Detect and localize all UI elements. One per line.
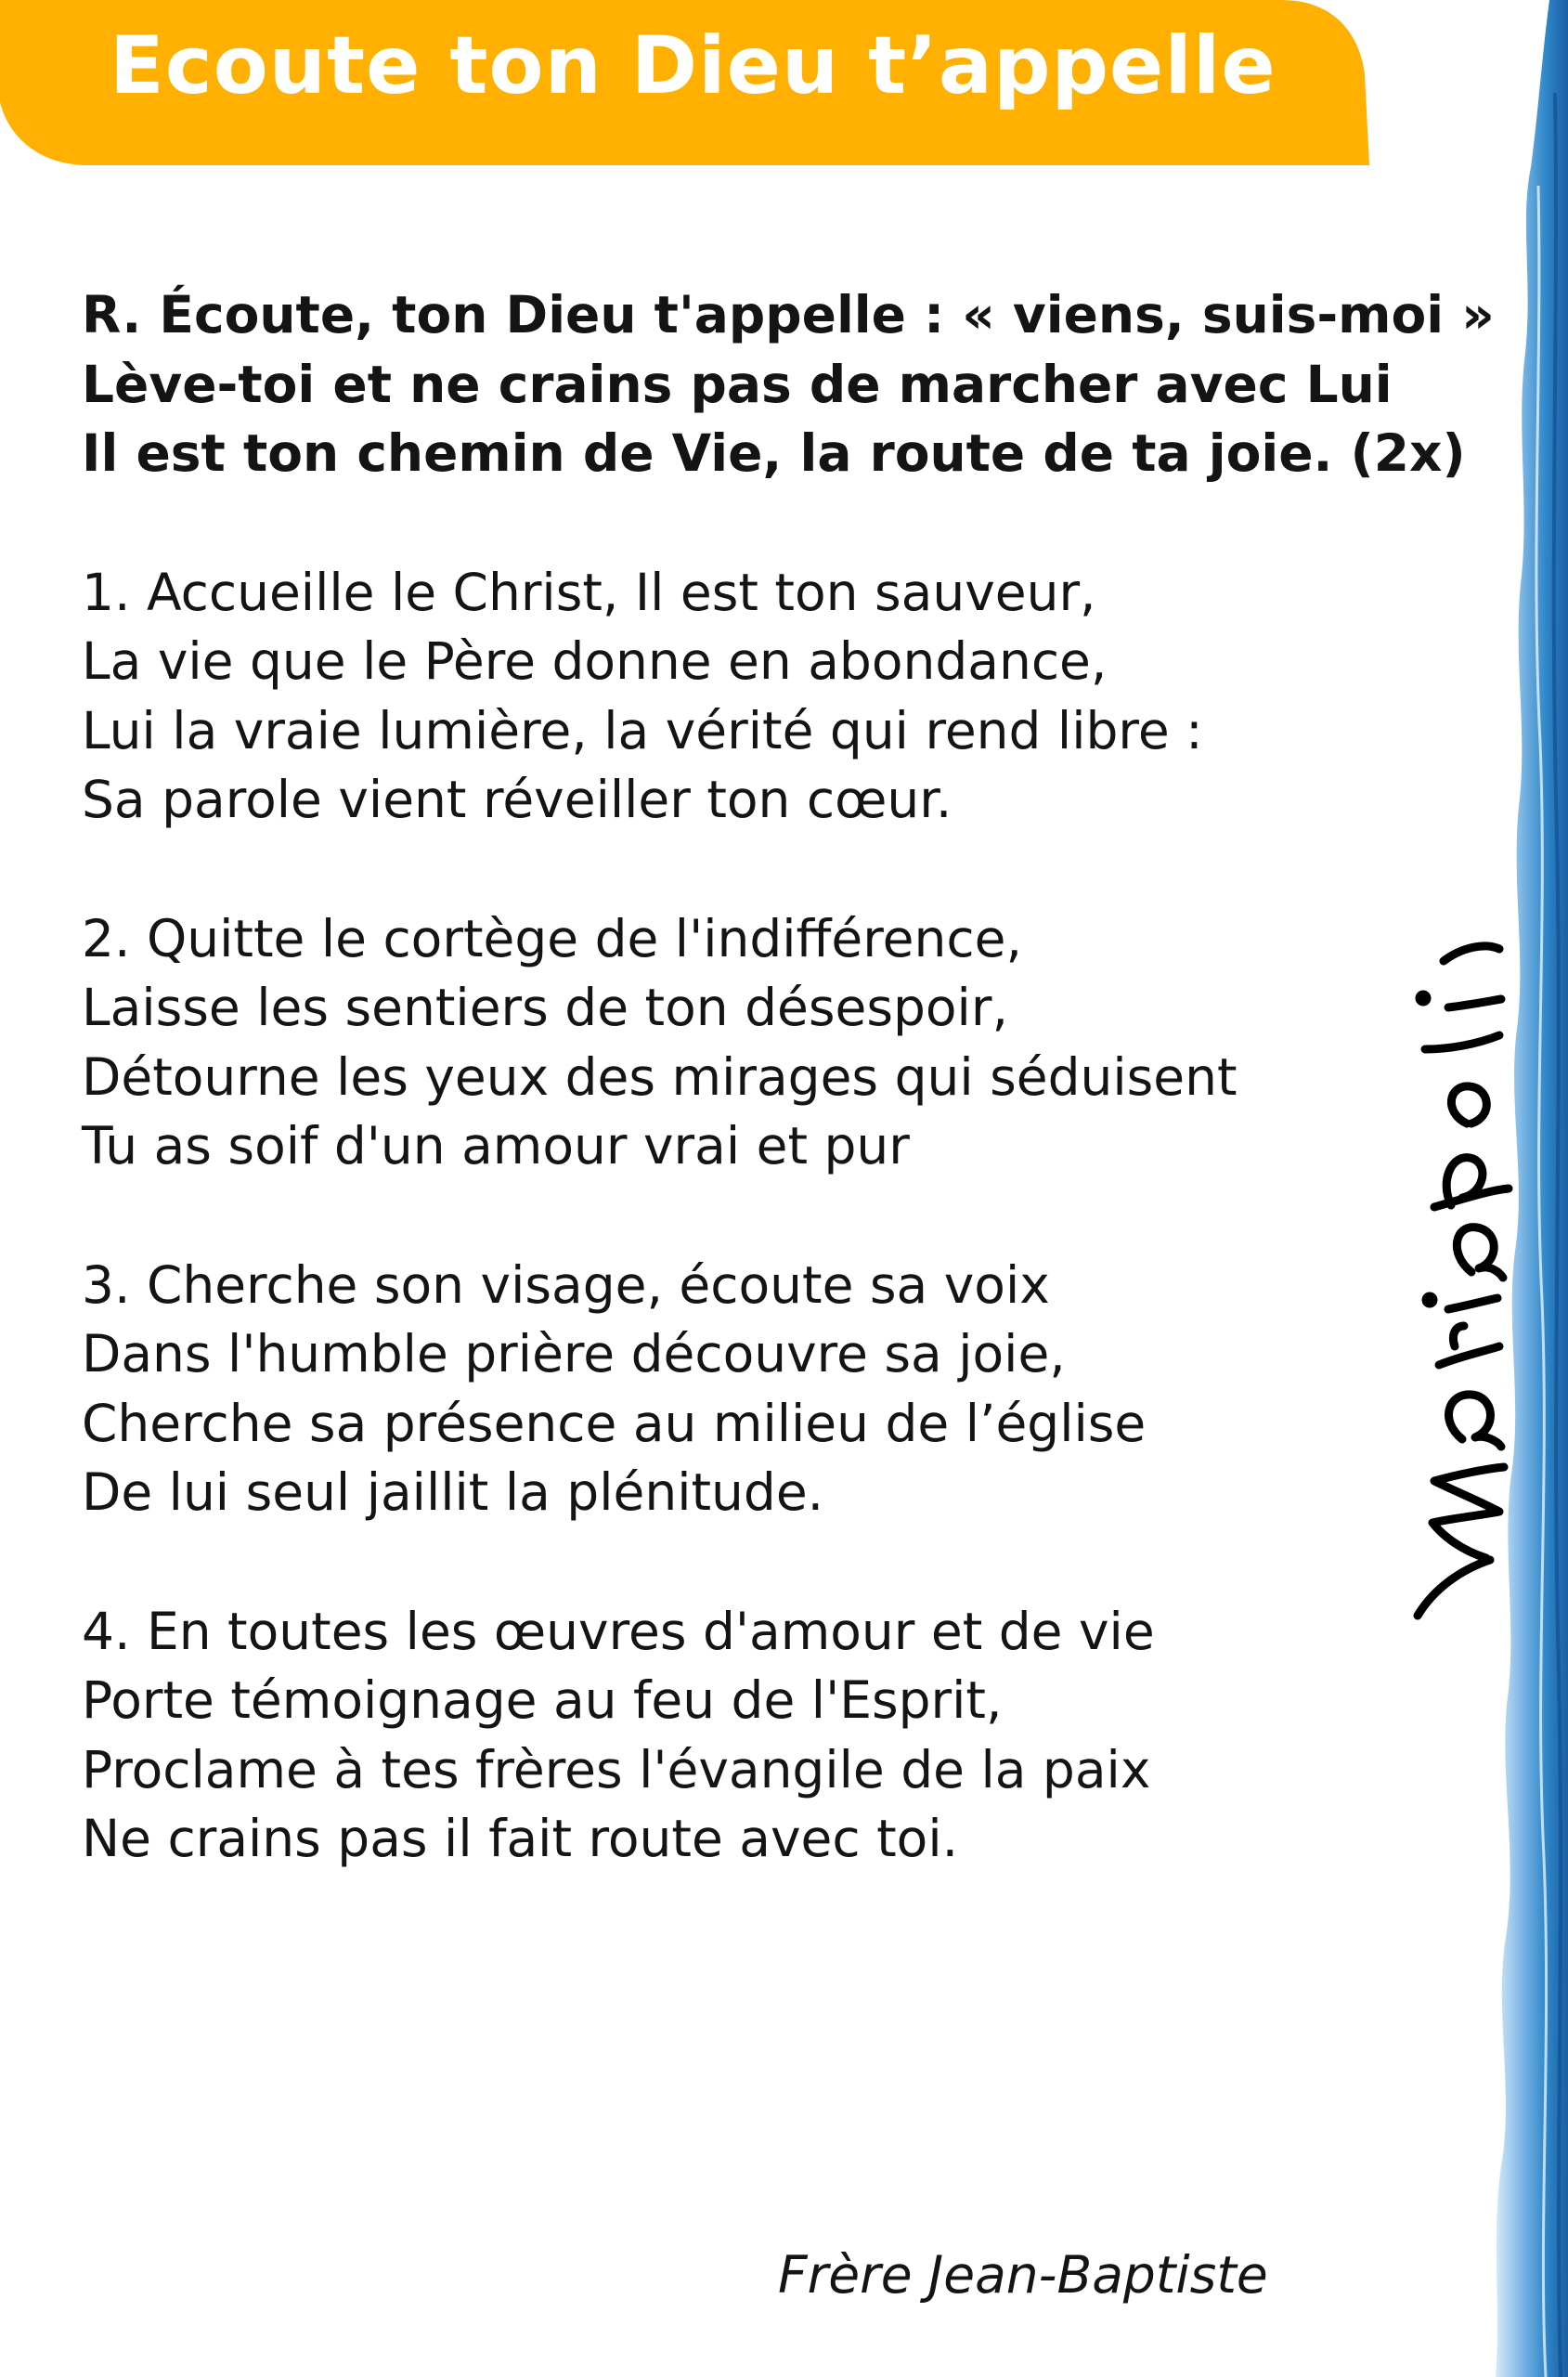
song-lyrics [82, 280, 1495, 1943]
refrain-line: R. Écoute, ton Dieu t'appelle : « viens, suis-moi » [82, 285, 1495, 344]
verse-4 [82, 1597, 1437, 1874]
verse-line: 3. Cherche son visage, écoute sa voix [82, 1254, 1050, 1315]
refrain-line: Il est ton chemin de Vie, la route de ta joie. (2x) [82, 423, 1466, 483]
verse-line: Porte témoignage au feu de l'Esprit, [82, 1670, 1003, 1730]
verse-line: Proclame à tes frères l'évangile de la paix [82, 1739, 1151, 1799]
verse-3 [82, 1251, 1437, 1527]
verse-line: Laisse les sentiers de ton désespoir, [82, 978, 1008, 1037]
verse-line: Tu as soif d'un amour vrai et pur [82, 1116, 910, 1176]
verse-line: La vie que le Père donne en abondance, [82, 631, 1108, 691]
mariapolis-signature [1397, 752, 1518, 1634]
verse-line: Sa parole vient réveiller ton cœur. [82, 770, 952, 829]
verse-line: Détourne les yeux des mirages qui séduisent [82, 1046, 1238, 1107]
verse-line: 1. Accueille le Christ, Il est ton sauveur, [82, 562, 1096, 622]
verse-1 [82, 558, 1437, 835]
verse-line: Lui la vraie lumière, la vérité qui rend libre : [82, 700, 1203, 760]
author-credit: Frère Jean-Baptiste [778, 2245, 1268, 2305]
refrain [82, 280, 1495, 488]
verse-line: Cherche sa présence au milieu de l’église [82, 1393, 1147, 1453]
verse-line: 2. Quitte le cortège de l'indifférence, [82, 908, 1022, 968]
page-title: Ecoute ton Dieu t’appelle [110, 19, 1276, 112]
verse-line: 4. En toutes les œuvres d'amour et de vie [82, 1601, 1155, 1661]
verse-line: Ne crains pas il fait route avec toi. [82, 1809, 959, 1868]
verse-2 [82, 904, 1437, 1181]
verse-line: Dans l'humble prière découvre sa joie, [82, 1324, 1066, 1383]
verse-line: De lui seul jaillit la plénitude. [82, 1462, 824, 1522]
refrain-line: Lève-toi et ne crains pas de marcher avec Lui [82, 354, 1393, 414]
